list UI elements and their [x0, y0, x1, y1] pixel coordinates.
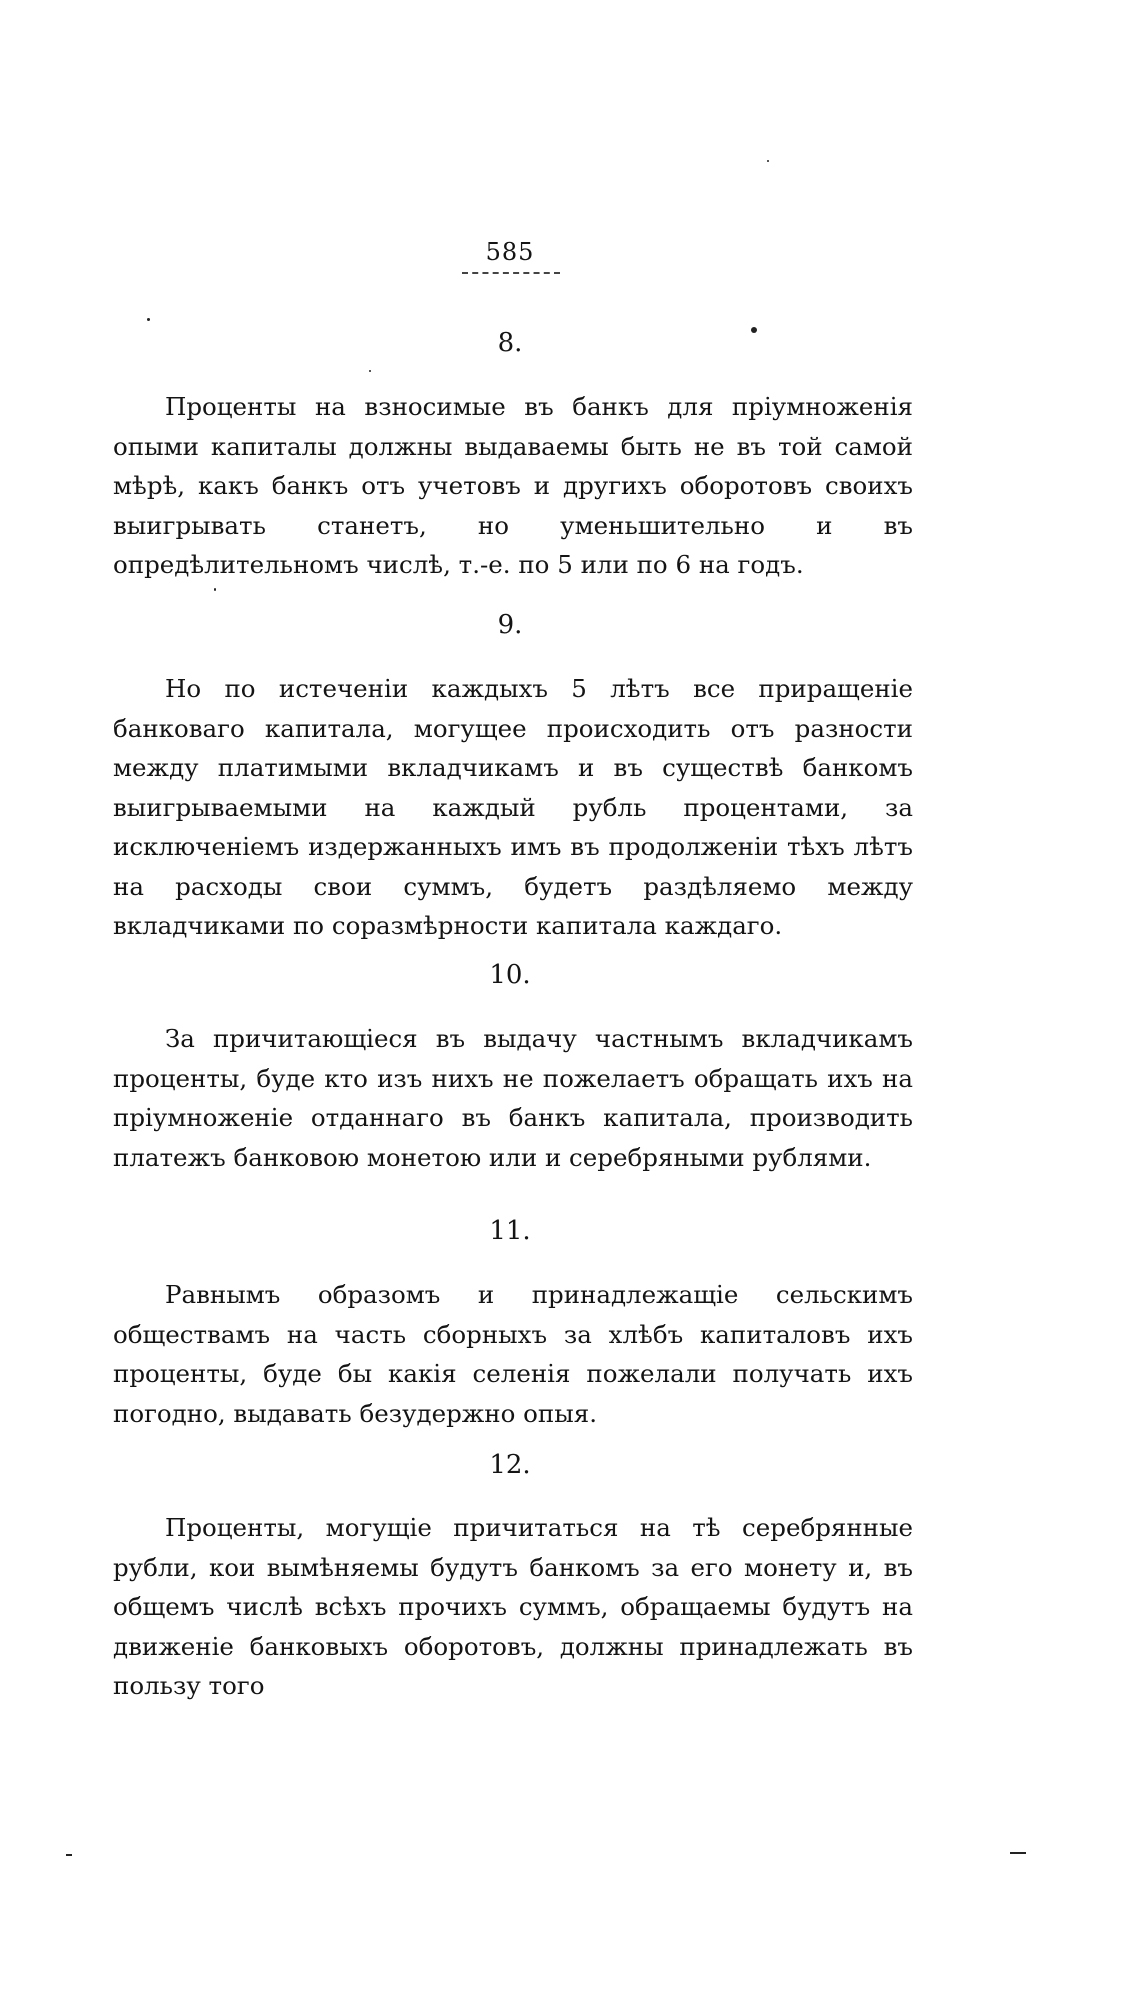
scan-speck: [767, 160, 769, 162]
page-number: 585: [485, 238, 535, 266]
section-number-9: 9.: [497, 610, 523, 640]
scan-speck: [214, 588, 216, 591]
section-number-8: 8.: [497, 328, 523, 358]
scan-speck: [147, 318, 150, 321]
section-text-10: За причитающіеся въ выдачу частнымъ вкладчикамъ проценты, буде кто изъ нихъ не пожелаетъ обращать ихъ на пріумноженіе отданнаго въ банкъ капитала, производить платежъ банковою монетою или и серебряными рублями.: [113, 1024, 913, 1172]
section-text-11: Равнымъ образомъ и принадлежащіе сельскимъ обществамъ на часть сборныхъ за хлѣбъ капиталовъ ихъ проценты, буде бы какія селенія пожелали получать ихъ погодно, выдавать безудержно опыя.: [113, 1280, 913, 1428]
page-number-rule: [462, 272, 560, 274]
section-text-9: Но по истеченіи каждыхъ 5 лѣтъ все приращеніе банковаго капитала, могущее происходить отъ разности между платимыми вкладчикамъ и въ существѣ банкомъ выигрываемыми на каждый рубль процентами, за исключеніемъ издержанныхъ имъ въ продолженіи тѣхъ лѣтъ на расходы свои суммъ, будетъ раздѣляемо между вкладчиками по соразмѣрности капитала каждаго.: [113, 674, 913, 940]
section-number-11: 11.: [489, 1216, 531, 1246]
scan-speck: [751, 327, 757, 333]
section-number-10: 10.: [489, 960, 531, 990]
section-text-12: Проценты, могущіе причитаться на тѣ серебрянные рубли, кои вымѣняемы будутъ банкомъ за его монету и, въ общемъ числѣ всѣхъ прочихъ суммъ, обращаемы будутъ на движеніе банковыхъ оборотовъ, должны принадлежать въ пользу того: [113, 1513, 913, 1700]
scan-speck: [66, 1854, 72, 1856]
scan-speck: [369, 370, 371, 372]
section-number-12: 12.: [489, 1450, 531, 1480]
scan-speck: [1010, 1852, 1026, 1854]
section-text-8: Проценты на взносимые въ банкъ для пріумноженія опыми капиталы должны выдаваемы быть не въ той самой мѣрѣ, какъ банкъ отъ учетовъ и другихъ оборотовъ своихъ выигрывать станетъ, но уменьшительно и въ опредѣлительномъ числѣ, т.-е. по 5 или по 6 на годъ.: [113, 392, 913, 579]
